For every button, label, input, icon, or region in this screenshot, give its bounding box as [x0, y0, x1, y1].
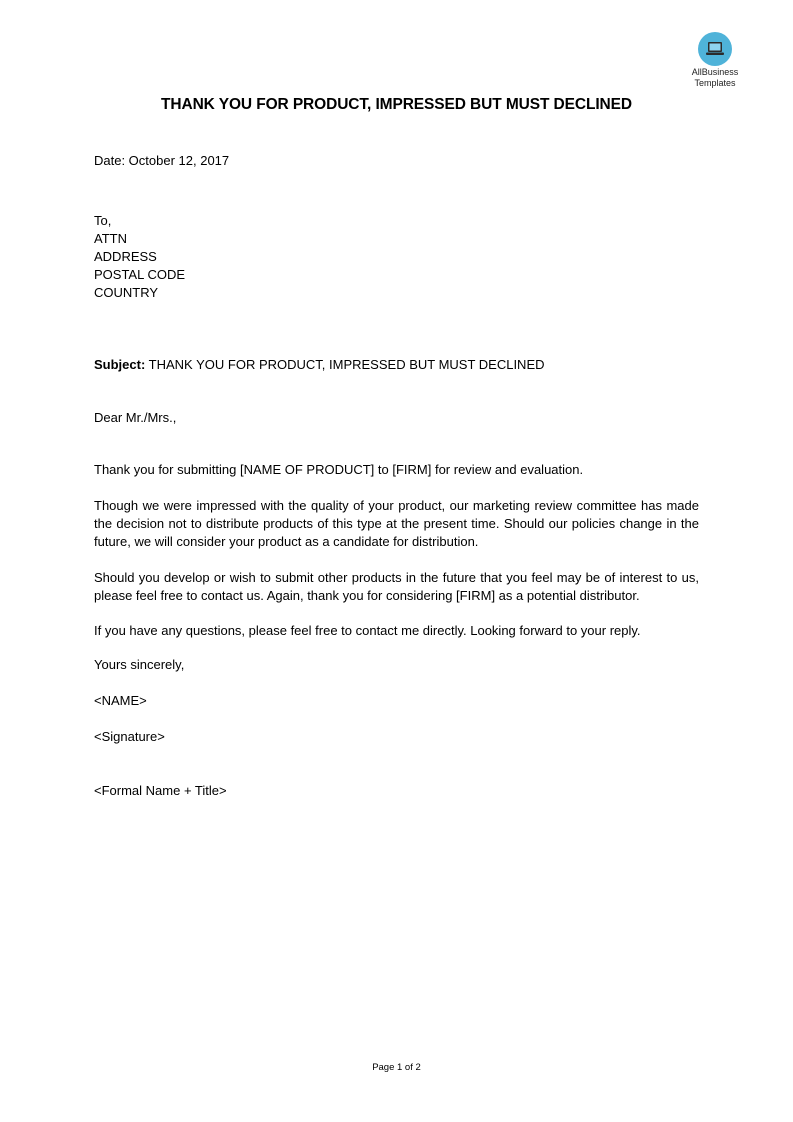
letter-date: Date: October 12, 2017: [94, 153, 230, 168]
brand-logo: [680, 32, 750, 88]
page-number: Page 1 of 2: [372, 1062, 421, 1073]
recipient-address: ADDRESS: [94, 249, 157, 264]
body-paragraph-4: If you have any questions, please feel free to contact me directly. Looking forward to your reply.: [94, 623, 641, 638]
recipient-country: COUNTRY: [94, 285, 159, 300]
recipient-to: To,: [94, 213, 112, 228]
body-paragraph-3: Should you develop or wish to submit other products in the future that you feel may be of interest to us, please feel free to contact us. Again, thank you for considering [FIRM] as a potential distributor.: [94, 570, 699, 603]
body-paragraph-2: Though we were impressed with the quality of your product, our marketing review committee has made the decision not to distribute products of this type at the present time. Should our policies change in the future, we will consider your product as a candidate for distribution.: [94, 498, 699, 549]
recipient-attn: ATTN: [94, 231, 127, 246]
laptop-icon: [705, 41, 725, 57]
sender-signature: <Signature>: [94, 729, 165, 744]
salutation: Dear Mr./Mrs.,: [94, 410, 177, 425]
subject-label: Subject:: [94, 357, 146, 372]
document-title: THANK YOU FOR PRODUCT, IMPRESSED BUT MUST DECLINED: [161, 96, 632, 113]
sender-name: <NAME>: [94, 693, 147, 708]
subject-line: [94, 356, 545, 374]
logo-badge: [698, 32, 732, 66]
recipient-postal-code: POSTAL CODE: [94, 267, 186, 282]
logo-text-line2: Templates: [694, 78, 736, 88]
body-paragraph-1: Thank you for submitting [NAME OF PRODUCT] to [FIRM] for review and evaluation.: [94, 462, 584, 477]
sender-formal-name: <Formal Name + Title>: [94, 783, 227, 798]
subject-text: THANK YOU FOR PRODUCT, IMPRESSED BUT MUST DECLINED: [145, 357, 545, 372]
closing: Yours sincerely,: [94, 657, 185, 672]
logo-text-line1: AllBusiness: [691, 67, 739, 77]
